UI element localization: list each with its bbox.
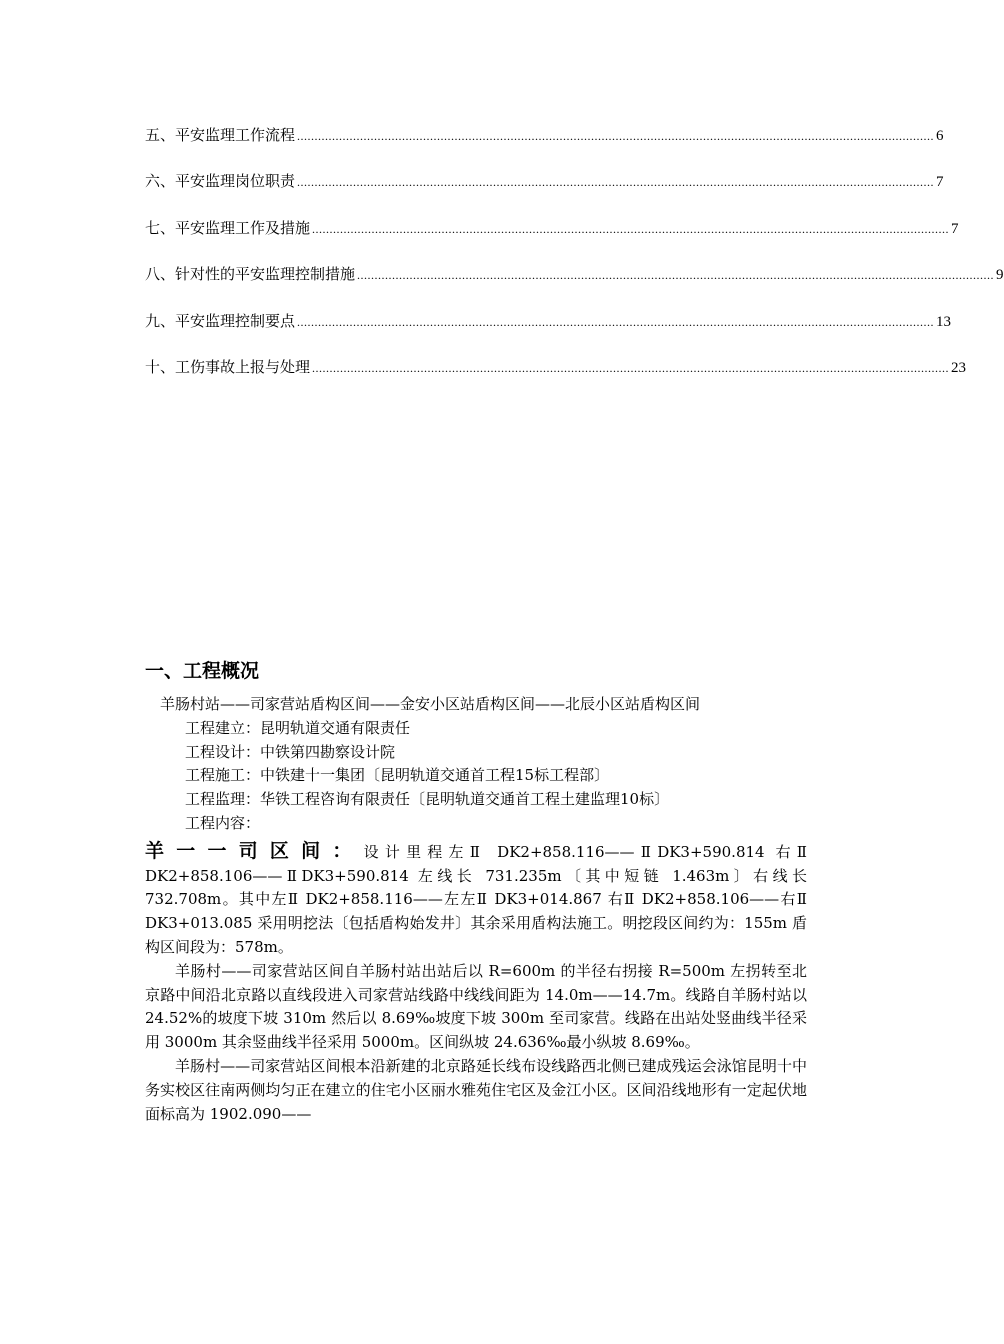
toc-entry-page: 7 — [951, 220, 959, 237]
toc-entry-page: 23 — [951, 359, 967, 376]
project-field: 工程设计：中铁第四勘察设计院 — [185, 742, 396, 761]
toc-leader-dots: ...................................................................................................................................................................................... — [312, 360, 950, 375]
toc-entry[interactable] — [145, 356, 967, 402]
toc-entry-title: 十、工伤事故上报与处理 — [145, 357, 311, 376]
toc-entry[interactable] — [145, 124, 944, 170]
section-heading: 一、工程概况 — [145, 660, 260, 682]
table-of-contents — [145, 124, 1004, 402]
route-paragraph: 羊肠村——司家营站区间自羊肠村站出站后以 R=600m 的半径右拐接 R=500m 左拐转至北京路中间沿北京路以直线段进入司家营站线路中线线间距为 14.0m——14.7m。线路自羊肠村站以 24.52%的坡度下坡 310m 然后以 8.69‰坡度下坡 300m 至司家营。线路在出站处竖曲线半径采用 3000m 其余竖曲线半径采用 5000m。区间纵坡 24.636‰最小纵坡 8.69‰。 — [145, 961, 807, 1052]
toc-entry[interactable] — [145, 310, 952, 356]
toc-entry-page: 6 — [936, 128, 944, 144]
toc-entry-title: 八、针对性的平安监理控制措施 — [145, 265, 356, 284]
section-body — [145, 693, 807, 1126]
toc-entry-title: 九、平安监理控制要点 — [145, 311, 296, 330]
intro-paragraph: 羊肠村站——司家营站盾构区间——金安小区站盾构区间——北辰小区站盾构区间 — [160, 695, 701, 713]
toc-leader-dots: ...................................................................................................................................................................................... — [297, 314, 935, 329]
toc-entry-title: 六、平安监理岗位职责 — [145, 172, 296, 191]
project-field: 工程建立：昆明轨道交通有限责任 — [185, 718, 411, 737]
toc-leader-dots: ...................................................................................................................................................................................... — [297, 175, 935, 190]
toc-entry[interactable] — [145, 263, 1004, 309]
toc-leader-dots: ...................................................................................................................................................................................... — [297, 129, 935, 143]
surroundings-paragraph: 羊肠村——司家营站区间根本沿新建的北京路延长线布设线路西北侧已建成残运会泳馆昆明十中务实校区往南两侧均匀正在建立的住宅小区丽水雅苑住宅区及金江小区。区间沿线地形有一定起伏地面标高为 1902.090—— — [145, 1056, 807, 1123]
interval-lead: 羊一一司区间： — [145, 839, 364, 862]
project-field: 工程监理：华铁工程咨询有限责任〔昆明轨道交通首工程土建监理10标〕 — [185, 790, 670, 809]
toc-entry-page: 7 — [936, 174, 944, 191]
interval-description — [145, 840, 807, 960]
toc-entry[interactable] — [145, 170, 944, 216]
toc-entry-title: 七、平安监理工作及措施 — [145, 218, 311, 237]
interval-text: 设计里程左Ⅱ DK2+858.116——ⅡDK3+590.814 右Ⅱ DK2+858.106——ⅡDK3+590.814 左线长 731.235m〔其中短链 1.463m〕右线长 732.708m。其中左Ⅱ DK2+858.116——左左Ⅱ DK3+014.867 右Ⅱ DK2+858.106——右Ⅱ DK3+013.085 采用明挖法〔包括盾构始发井〕其余采用盾构法施工。明挖段区间约为：155m 盾构区间段为：578m。 — [145, 842, 807, 956]
toc-leader-dots: ...................................................................................................................................................................................... — [357, 268, 995, 283]
toc-entry-page: 13 — [936, 313, 952, 330]
project-field: 工程施工：中铁建十一集团〔昆明轨道交通首工程15标工程部〕 — [185, 766, 610, 785]
toc-entry[interactable] — [145, 217, 959, 263]
toc-entry-page: 9 — [996, 267, 1004, 284]
project-field: 工程内容： — [185, 813, 261, 832]
toc-leader-dots: ...................................................................................................................................................................................... — [312, 221, 950, 236]
toc-entry-title: 五、平安监理工作流程 — [145, 126, 296, 144]
